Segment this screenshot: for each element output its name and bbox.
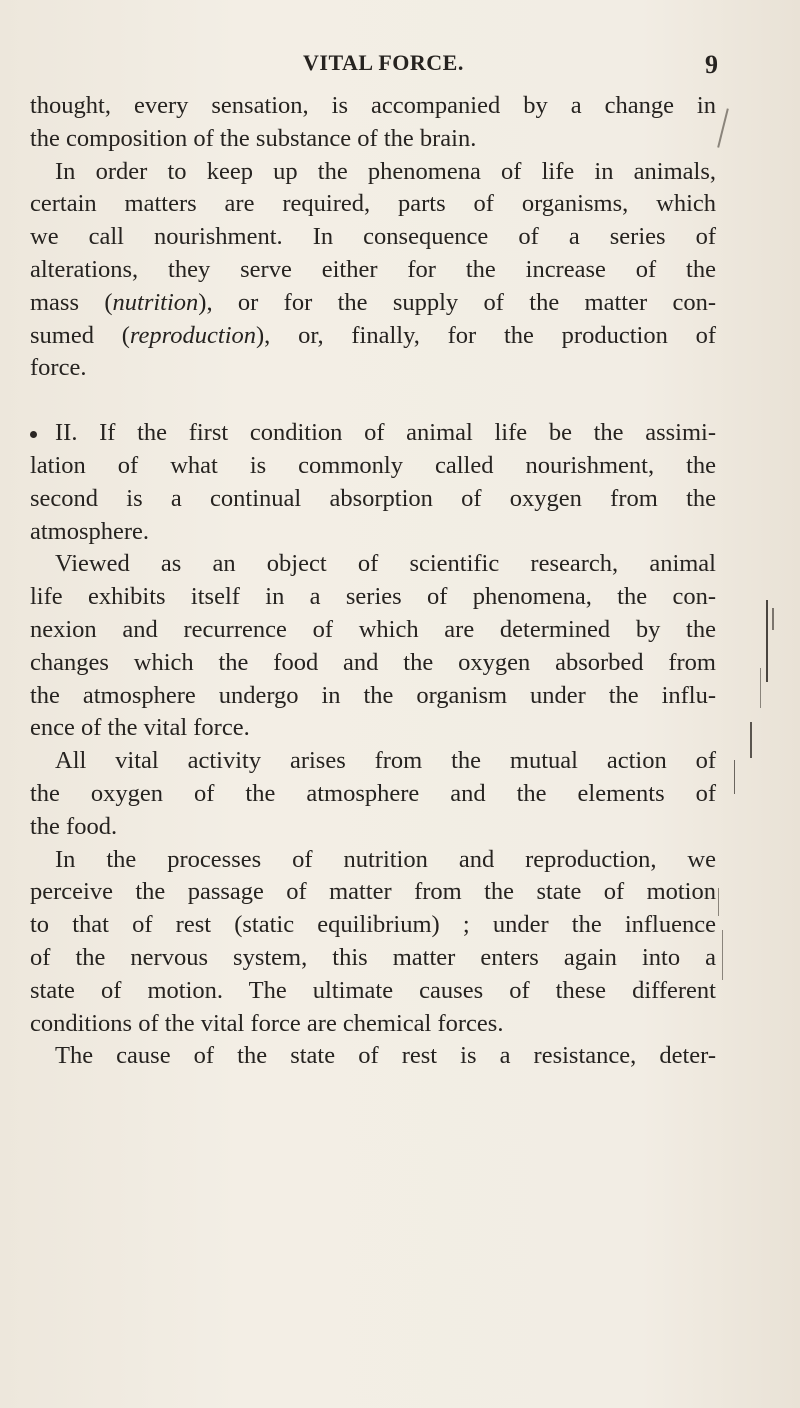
- margin-mark-8: [722, 930, 723, 980]
- margin-mark-2: [766, 600, 768, 682]
- text-line: the composition of the substance of the brain.: [30, 124, 477, 152]
- margin-mark-3: [772, 608, 774, 630]
- text-line: the atmosphere undergo in the organism under the influ-: [30, 681, 716, 709]
- text-line: In the processes of nutrition and reproduction, we: [55, 845, 716, 873]
- text-line: conditions of the vital force are chemical forces.: [30, 1009, 504, 1037]
- text-line: In order to keep up the phenomena of life in animals,: [55, 157, 716, 185]
- text-line: force.: [30, 354, 87, 382]
- text-line: ence of the vital force.: [30, 714, 250, 742]
- margin-mark-1: [717, 108, 728, 147]
- text-line: second is a continual absorption of oxygen from the: [30, 484, 716, 512]
- page-number: 9: [705, 50, 718, 79]
- text-line: lation of what is commonly called nourishment, the: [30, 451, 716, 479]
- margin-mark-5: [750, 722, 752, 758]
- text-line: mass (nutrition), or for the supply of the matter con-: [30, 288, 717, 316]
- paragraph-5: [30, 745, 716, 843]
- paragraph-7: [30, 1040, 716, 1073]
- text-line: All vital activity arises from the mutual action of: [55, 747, 716, 775]
- text-line: to that of rest (static equilibrium) ; under the influence: [30, 911, 716, 939]
- body-text: [30, 90, 716, 1073]
- running-title: VITAL FORCE.: [303, 50, 464, 75]
- margin-mark-7: [718, 888, 719, 916]
- text-line: we call nourishment. In consequence of a series of: [30, 223, 716, 251]
- running-head: [0, 50, 800, 86]
- text-line: thought, every sensation, is accompanied by a change in: [30, 92, 716, 119]
- paragraph-4: [30, 548, 716, 745]
- margin-mark-4: [760, 668, 761, 708]
- text-line: nexion and recurrence of which are determined by the: [30, 615, 716, 643]
- text-line: state of motion. The ultimate causes of these different: [30, 976, 716, 1004]
- paragraph-3: [30, 417, 716, 548]
- text-line: II. If the first condition of animal life be the assimi-: [55, 419, 716, 447]
- text-line: alterations, they serve either for the increase of the: [30, 255, 716, 283]
- text-line: life exhibits itself in a series of phenomena, the con-: [30, 583, 716, 611]
- text-line: the oxygen of the atmosphere and the elements of: [30, 779, 716, 807]
- text-line: certain matters are required, parts of organisms, which: [30, 190, 716, 218]
- text-line: changes which the food and the oxygen absorbed from: [30, 648, 716, 676]
- text-line: sumed (reproduction), or, finally, for the production of: [30, 321, 716, 349]
- paragraph-6: [30, 844, 716, 1041]
- text-line: of the nervous system, this matter enters again into a: [30, 943, 716, 971]
- text-line: perceive the passage of matter from the state of motion: [30, 878, 716, 906]
- margin-mark-6: [734, 760, 735, 794]
- text-line: The cause of the state of rest is a resistance, deter-: [55, 1042, 716, 1070]
- paragraph-1: [30, 90, 716, 156]
- text-line: Viewed as an object of scientific research, animal: [55, 550, 716, 578]
- paragraph-2: [30, 156, 716, 386]
- text-line: the food.: [30, 812, 118, 840]
- text-line: atmosphere.: [30, 517, 150, 545]
